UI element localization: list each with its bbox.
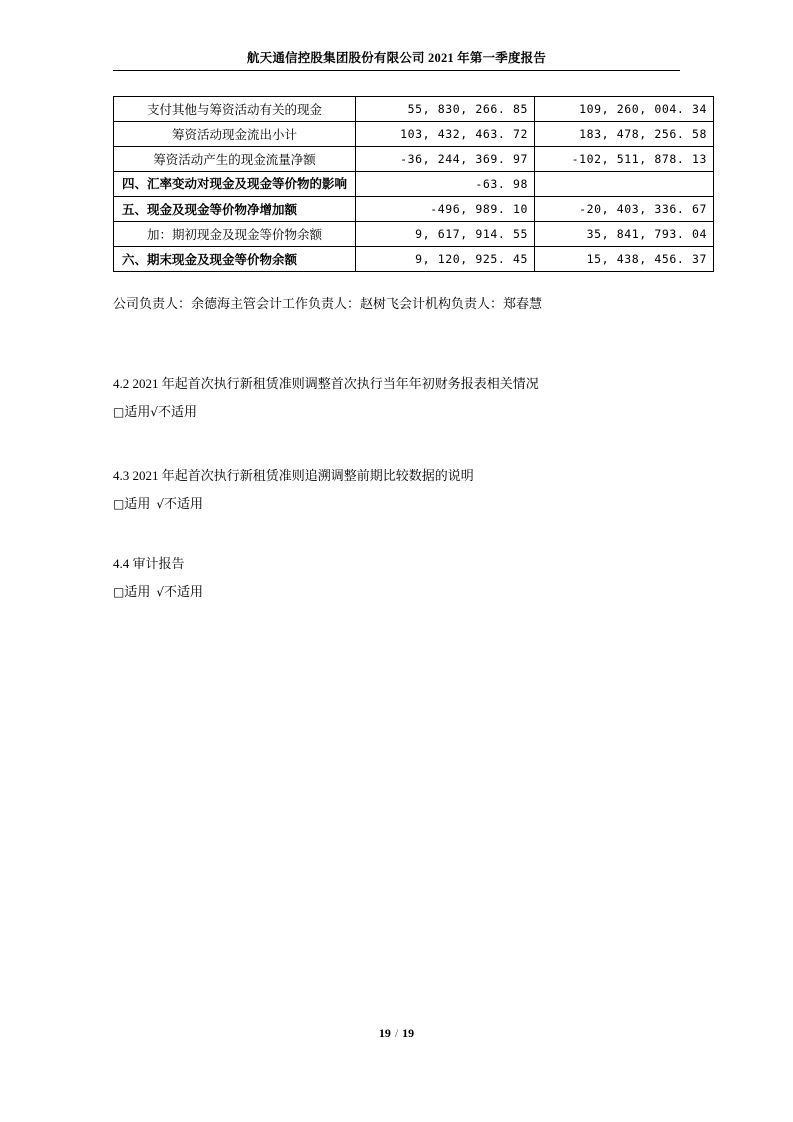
table-row [114,172,714,197]
table-row [114,222,714,247]
section-4-4-options [113,582,203,603]
row-value-current: 55, 830, 266. 85 [356,97,535,122]
row-label: 筹资活动产生的现金流量净额 [114,147,356,172]
signatories-line: 公司负责人：余德海主管会计工作负责人：赵树飞会计机构负责人：郑春慧 [113,296,543,311]
row-value-current: 9, 120, 925. 45 [356,247,535,272]
row-label [114,172,356,197]
cash-flow-table-wrapper [113,96,713,272]
row-label: 五、现金及现金等价物净增加额 [114,197,356,222]
option-applicable-label: 适用 [124,496,151,511]
total-page-count: 19 [402,1026,415,1040]
row-label: 支付其他与筹资活动有关的现金 [114,97,356,122]
table-row [114,247,714,272]
page-header-title: 航天通信控股集团股份有限公司 2021 年第一季度报告 [246,51,547,65]
row-label-text: 四、汇率变动对现金及现金等价物的影响 [122,176,348,191]
current-page-number: 19 [378,1026,391,1040]
row-label: 六、期末现金及现金等价物余额 [114,247,356,272]
row-value-current: -63. 98 [356,172,535,197]
row-value-current: -36, 244, 369. 97 [356,147,535,172]
section-4-2-heading: 4.2 2021 年起首次执行新租赁准则调整首次执行当年年初财务报表相关情况 [113,376,539,391]
option-not-applicable-label: 不适用 [164,584,204,599]
section-4-3-options [113,494,203,515]
option-not-applicable-label: 不适用 [164,496,204,511]
checkmark-icon[interactable]: √ [156,497,165,511]
row-label: 加：期初现金及现金等价物余额 [114,222,356,247]
row-value-prior: 35, 841, 793. 04 [535,222,714,247]
table-row [114,147,714,172]
row-value-current: -496, 989. 10 [356,197,535,222]
checkbox-empty-icon[interactable]: □ [113,497,125,511]
row-value-prior [535,172,714,197]
option-applicable-label: 适用 [124,404,151,419]
table-row [114,97,714,122]
row-value-current: 103, 432, 463. 72 [356,122,535,147]
checkmark-icon[interactable]: √ [156,585,165,599]
row-value-prior: 183, 478, 256. 58 [535,122,714,147]
header-divider [113,70,680,71]
option-not-applicable-label: 不适用 [158,404,198,419]
row-value-prior: -20, 403, 336. 67 [535,197,714,222]
row-value-current: 9, 617, 914. 55 [356,222,535,247]
table-row [114,197,714,222]
option-applicable-label: 适用 [124,584,151,599]
checkmark-icon[interactable]: √ [150,405,159,419]
checkbox-empty-icon[interactable]: □ [113,585,125,599]
section-4-2-options [113,402,197,423]
cash-flow-table [113,96,714,272]
section-4-3-heading: 4.3 2021 年起首次执行新租赁准则追溯调整前期比较数据的说明 [113,468,474,483]
page-footer [0,1026,793,1041]
row-value-prior: -102, 511, 878. 13 [535,147,714,172]
row-value-prior: 109, 260, 004. 34 [535,97,714,122]
section-4-4-heading: 4.4 审计报告 [113,556,185,571]
page-separator: / [394,1026,399,1040]
table-row [114,122,714,147]
row-label: 筹资活动现金流出小计 [114,122,356,147]
row-value-prior: 15, 438, 456. 37 [535,247,714,272]
checkbox-empty-icon[interactable]: □ [113,405,125,419]
